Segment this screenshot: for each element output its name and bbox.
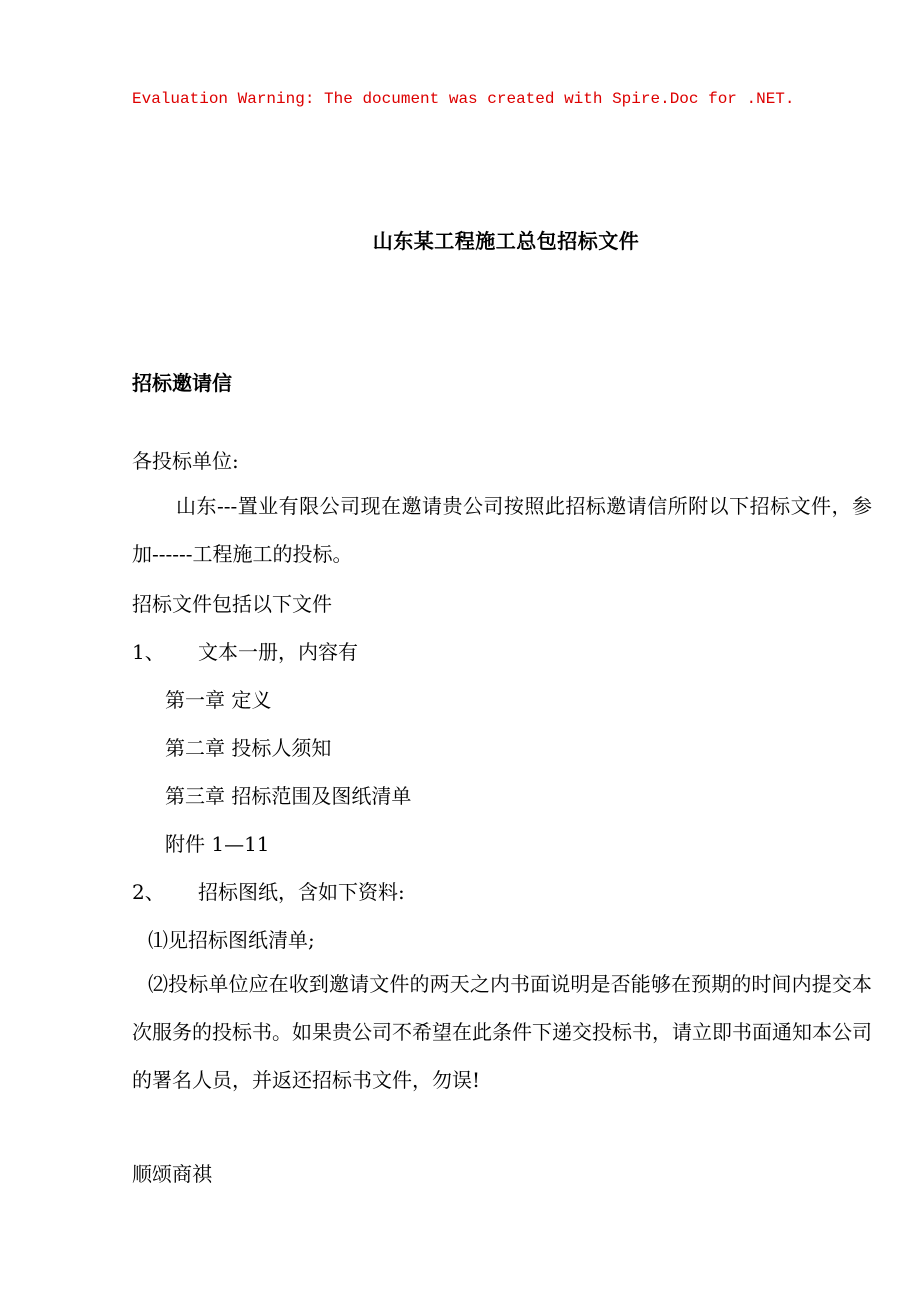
list-item-number: 2、 xyxy=(132,880,165,904)
intro-paragraph: 山东---置业有限公司现在邀请贵公司按照此招标邀请信所附以下招标文件，参加------工程施工的投标。 xyxy=(132,494,872,566)
list-item-number: 1、 xyxy=(132,640,165,664)
appendix-line: 附件 1—11 xyxy=(165,832,270,856)
chapter-item xyxy=(165,732,331,761)
chapter-item xyxy=(165,780,411,809)
document-title: 山东某工程施工总包招标文件 xyxy=(372,229,640,253)
chapter-label: 第一章 xyxy=(165,688,225,712)
sub-item-2: ⑵投标单位应在收到邀请文件的两天之内书面说明是否能够在预期的时间内提交本次服务的投标书。如果贵公司不希望在此条件下递交投标书，请立即书面通知本公司的署名人员，并返还招标书文件，勿误! xyxy=(132,972,872,1092)
includes-line: 招标文件包括以下文件 xyxy=(132,592,332,616)
chapter-label: 第二章 xyxy=(165,736,225,760)
salutation: 各投标单位: xyxy=(132,449,239,473)
closing-line: 顺颂商祺 xyxy=(132,1162,212,1186)
chapter-name: 投标人须知 xyxy=(231,736,332,760)
list-item-text: 文本一册，内容有 xyxy=(198,640,358,664)
chapter-label: 第三章 xyxy=(165,784,225,808)
list-item-1 xyxy=(132,636,358,665)
section-heading: 招标邀请信 xyxy=(132,371,232,395)
chapter-name: 招标范围及图纸清单 xyxy=(231,784,412,808)
chapter-name: 定义 xyxy=(231,688,272,712)
sub-item-1: ⑴见招标图纸清单; xyxy=(148,928,315,952)
evaluation-warning: Evaluation Warning: The document was created with Spire.Doc for .NET. xyxy=(132,90,795,108)
list-item-2 xyxy=(132,876,405,905)
list-item-text: 招标图纸，含如下资料: xyxy=(198,880,405,904)
chapter-item xyxy=(165,684,271,713)
